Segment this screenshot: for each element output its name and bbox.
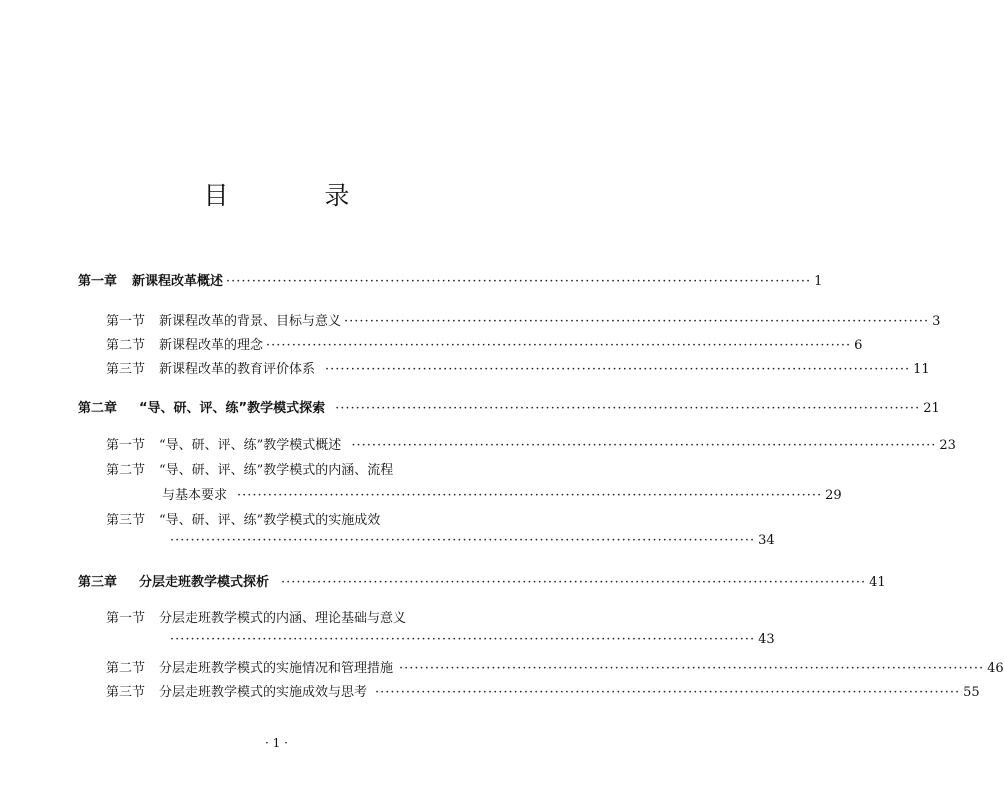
toc-section[interactable]: [106, 681, 980, 700]
toc-section[interactable]: [106, 459, 459, 478]
dot-leader: ··················································································································: [399, 661, 985, 676]
chapter-label: 第一章: [78, 274, 118, 289]
section-label: 第一节: [106, 314, 146, 329]
chapter-label: 第三章: [78, 575, 118, 590]
toc-section-continued[interactable]: [170, 533, 775, 548]
dot-leader: ··················································································································: [344, 314, 930, 329]
dot-leader: ··················································································································: [237, 488, 823, 503]
section-label: 第三节: [106, 362, 146, 377]
dot-leader: ··················································································································: [266, 338, 852, 353]
section-label: 第一节: [106, 611, 146, 626]
dot-leader: ··················································································································: [281, 575, 867, 590]
page-number: 1: [814, 274, 823, 289]
section-title: 分层走班教学模式的内涵、理论基础与意义: [159, 611, 407, 626]
toc-section-continued[interactable]: [162, 484, 842, 503]
page-number: 34: [758, 533, 775, 548]
dot-leader: ··················································································································: [170, 533, 756, 548]
section-label: 第一节: [106, 438, 146, 453]
dot-leader: ··················································································································: [375, 685, 961, 700]
section-label: 第二节: [106, 661, 146, 676]
section-label: 第二节: [106, 338, 146, 353]
dot-leader: ··················································································································: [170, 632, 756, 647]
page-number: 23: [939, 438, 956, 453]
toc-section[interactable]: [106, 358, 930, 377]
toc-title: 目 录: [203, 181, 394, 210]
chapter-title: “导、研、评、练”教学模式探索: [139, 401, 326, 416]
page-number: 11: [913, 362, 930, 377]
section-title-continued: 与基本要求: [162, 488, 228, 503]
chapter-label: 第二章: [78, 401, 118, 416]
toc-section[interactable]: [106, 434, 956, 453]
page-number: 21: [923, 401, 940, 416]
toc-chapter[interactable]: [78, 397, 940, 416]
folio-page-number: · 1 ·: [265, 736, 288, 750]
toc-section[interactable]: [106, 657, 1004, 676]
chapter-title: 分层走班教学模式探析: [139, 575, 270, 590]
page-number: 43: [758, 632, 775, 647]
page-number: 29: [825, 488, 842, 503]
toc-section[interactable]: [106, 607, 459, 626]
dot-leader: ··················································································································: [335, 401, 921, 416]
toc-section[interactable]: [106, 310, 941, 329]
page-number: 46: [987, 661, 1004, 676]
page-number: 55: [963, 685, 980, 700]
page-number: 41: [869, 575, 886, 590]
section-title: “导、研、评、练”教学模式概述: [159, 438, 342, 453]
chapter-title: 新课程改革概述: [132, 274, 224, 289]
dot-leader: ··················································································································: [226, 274, 812, 289]
toc-chapter[interactable]: [78, 571, 886, 590]
page-number: 6: [854, 338, 863, 353]
section-label: 第二节: [106, 463, 146, 478]
dot-leader: ··················································································································: [351, 438, 937, 453]
section-title: 新课程改革的理念: [159, 338, 264, 353]
section-title: “导、研、评、练”教学模式的内涵、流程: [159, 463, 394, 478]
section-title: 分层走班教学模式的实施情况和管理措施: [159, 661, 394, 676]
section-title: 新课程改革的背景、目标与意义: [159, 314, 342, 329]
toc-section[interactable]: [106, 334, 863, 353]
page-number: 3: [932, 314, 941, 329]
toc-section-continued[interactable]: [170, 632, 775, 647]
section-label: 第三节: [106, 513, 146, 528]
toc-chapter[interactable]: [78, 270, 823, 289]
section-label: 第三节: [106, 685, 146, 700]
dot-leader: ··················································································································: [325, 362, 911, 377]
section-title: 分层走班教学模式的实施成效与思考: [159, 685, 368, 700]
section-title: 新课程改革的教育评价体系: [159, 362, 316, 377]
section-title: “导、研、评、练”教学模式的实施成效: [159, 513, 381, 528]
toc-section[interactable]: [106, 509, 459, 528]
